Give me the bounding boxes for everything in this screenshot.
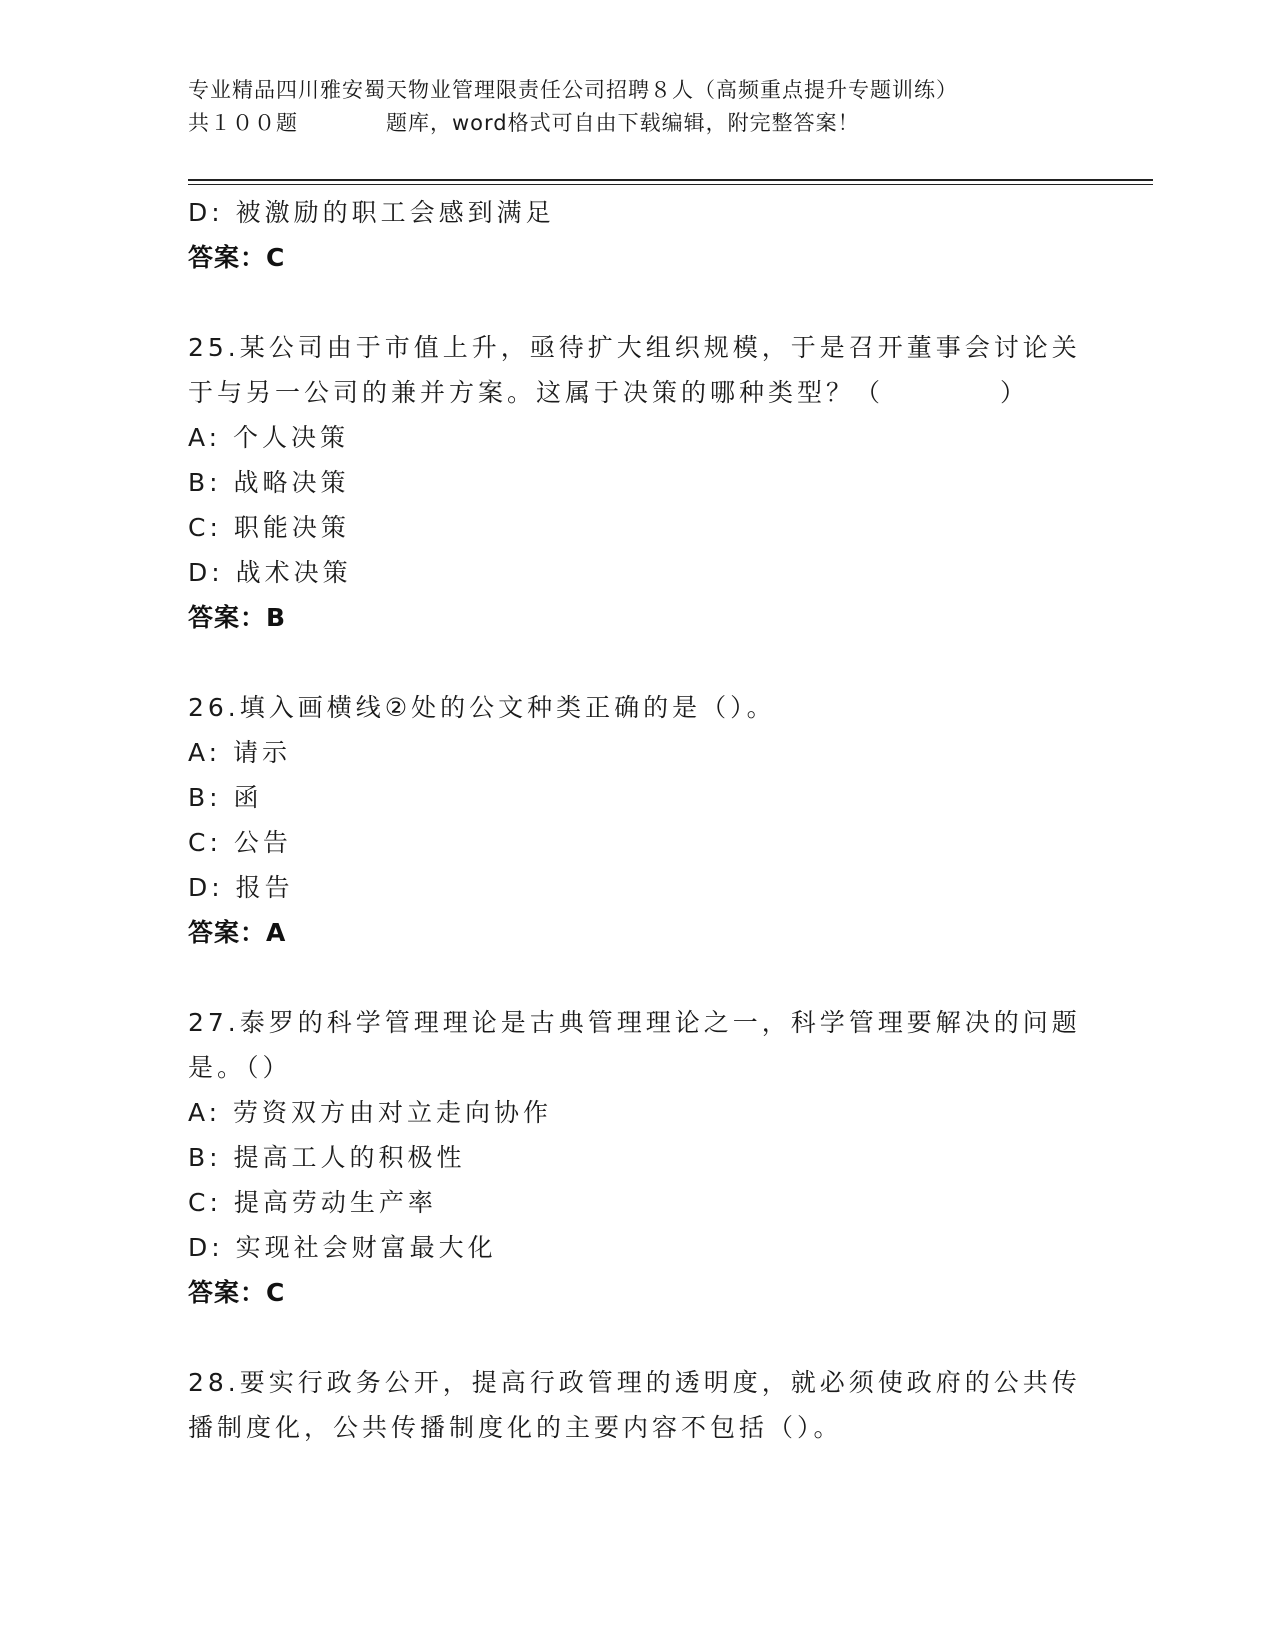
question-stem-line: 播制度化，公共传播制度化的主要内容不包括（）。: [188, 1413, 843, 1442]
header-title-line: 专业精品四川雅安蜀天物业管理限责任公司招聘８人（高频重点提升专题训练）: [188, 78, 958, 102]
page-header: [188, 74, 1138, 140]
option-b: B: 函: [188, 783, 263, 812]
header-divider: [188, 179, 1153, 181]
question-28: [188, 1360, 1148, 1450]
header-subtitle-line: 共１００题 题库，word格式可自由下载编辑，附完整答案！: [188, 111, 860, 135]
option-c: C: 公告: [188, 828, 292, 857]
question-list: [188, 190, 1148, 1450]
answer-label: 答案：B: [188, 603, 287, 632]
question-stem-line: 于与另一公司的兼并方案。这属于决策的哪种类型？（ ）: [188, 378, 1030, 407]
answer-label: 答案：C: [188, 1278, 286, 1307]
option-a: A: 请示: [188, 738, 292, 767]
question-stem-line: 是。（）: [188, 1053, 292, 1082]
question-27: [188, 1000, 1148, 1315]
option-c: C: 职能决策: [188, 513, 350, 542]
question-stem-line: 26.填入画横线②处的公文种类正确的是（）。: [188, 693, 776, 722]
question-25: [188, 325, 1148, 640]
header-divider-thin: [188, 184, 1153, 185]
option-b: B: 战略决策: [188, 468, 350, 497]
option-d: D: 报告: [188, 873, 294, 902]
option-d: D: 实现社会财富最大化: [188, 1233, 497, 1262]
question-24-tail: [188, 190, 1148, 280]
question-stem-line: 28.要实行政务公开，提高行政管理的透明度，就必须使政府的公共传: [188, 1368, 1081, 1397]
question-stem-line: 25.某公司由于市值上升，亟待扩大组织规模，于是召开董事会讨论关: [188, 333, 1081, 362]
answer-label: 答案：A: [188, 918, 287, 947]
question-stem-line: 27.泰罗的科学管理理论是古典管理理论之一，科学管理要解决的问题: [188, 1008, 1081, 1037]
option-b: B: 提高工人的积极性: [188, 1143, 466, 1172]
option-c: C: 提高劳动生产率: [188, 1188, 437, 1217]
answer-label: 答案：C: [188, 243, 286, 272]
question-26: [188, 685, 1148, 955]
option-d: D: 被激励的职工会感到满足: [188, 198, 555, 227]
option-a: A: 劳资双方由对立走向协作: [188, 1098, 553, 1127]
option-a: A: 个人决策: [188, 423, 350, 452]
option-d: D: 战术决策: [188, 558, 352, 587]
